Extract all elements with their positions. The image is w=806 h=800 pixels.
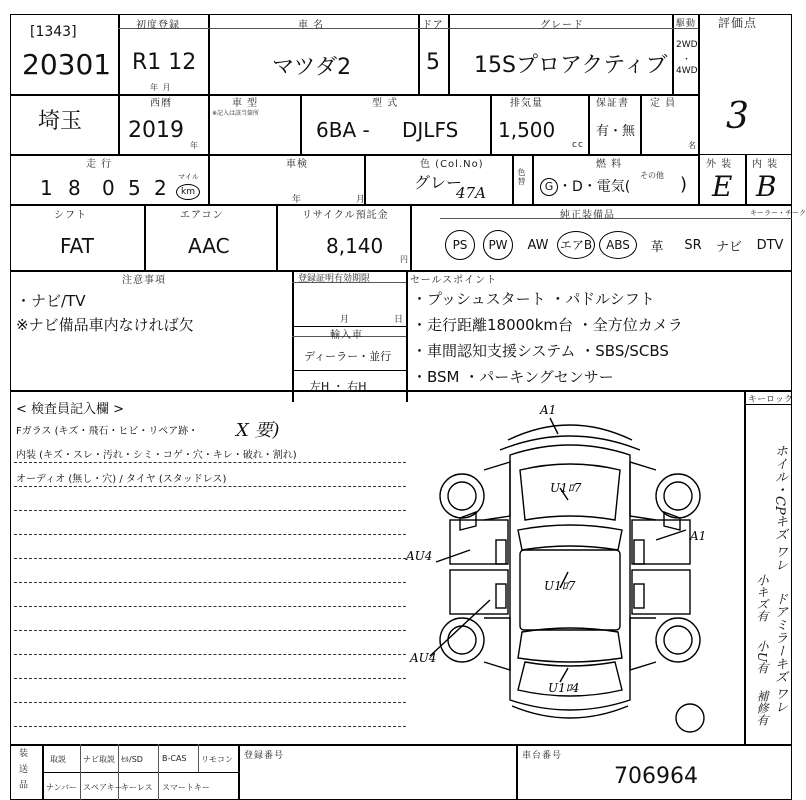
- damage-mark-front: A1: [540, 403, 557, 417]
- sales-line-1: ・プッシュスタート ・パドルシフト: [412, 290, 655, 308]
- drive-2wd: 2WD: [676, 40, 698, 50]
- model-prefix: 6BA -: [316, 118, 370, 142]
- import-value: ディーラー・並行: [304, 350, 392, 363]
- car-name: マツダ2: [272, 55, 352, 80]
- exterior-label: 外 装: [706, 159, 733, 170]
- recycle-value: 8,140: [326, 234, 384, 258]
- warranty-value: 有・無: [596, 124, 636, 139]
- score-label: 評価点: [718, 16, 758, 30]
- equip-aw: AW: [527, 237, 549, 253]
- chassis-number: 706964: [614, 764, 698, 789]
- reg-expiry-month: 月: [340, 315, 351, 325]
- equipment-label: 純正装備品: [560, 210, 615, 221]
- reg-expiry-day: 日: [394, 315, 405, 325]
- side-note-4: 小U有: [755, 640, 769, 675]
- location: 埼玉: [38, 109, 83, 134]
- drive-label: 駆動: [676, 19, 697, 29]
- capacity-suffix: 名: [688, 141, 697, 150]
- fuel-gasoline-circled: G: [540, 178, 558, 196]
- equip-pw-circle: PW: [483, 230, 513, 260]
- sales-line-2: ・走行距離18000km台 ・全方位カメラ: [412, 316, 683, 334]
- accessory-manual: 取説: [50, 755, 66, 764]
- cc-unit: cc: [572, 140, 584, 150]
- accessory-bcas: B-CAS: [162, 754, 187, 763]
- sales-line-3: ・車間認知支援システム ・SBS/SCBS: [412, 342, 669, 360]
- mileage-digit-4: 5: [128, 176, 141, 200]
- drive-sep: ・: [682, 55, 692, 65]
- displacement-label: 排気量: [510, 98, 543, 109]
- displacement-value: 1,500: [498, 118, 556, 142]
- keylock-label: キーロック: [748, 395, 793, 405]
- damage-mark-right-door: A1: [690, 529, 707, 543]
- type-label: 車 型: [232, 98, 259, 109]
- ac-label: エアコン: [180, 210, 224, 221]
- color-value: グレー: [414, 173, 463, 192]
- side-note-2: 小キズ有: [755, 574, 769, 622]
- accessory-number: ナンバー: [46, 783, 78, 792]
- equip-dtv: DTV: [756, 237, 784, 253]
- exterior-value: E: [712, 170, 733, 203]
- notes-line-1: ・ナビ/TV: [16, 292, 86, 310]
- year-suffix: 年: [190, 141, 199, 150]
- side-note-3: ドアミラーキズ ワレ: [772, 592, 787, 714]
- inspection-audio: オーディオ (無し・穴) / タイヤ (スタッドレス): [16, 474, 227, 485]
- model-label: 型 式: [372, 98, 399, 109]
- color-code: 47A: [456, 184, 486, 202]
- equip-abs: [598, 218, 638, 272]
- color-change-label: 色替: [517, 168, 526, 186]
- doors-value: 5: [426, 50, 440, 75]
- equipment-right-note: キーラー・チーク: [750, 209, 806, 217]
- reg-expiry-label: 登録証明有効期限: [298, 274, 371, 284]
- shaken-year-label: 年: [292, 195, 303, 205]
- notes-label: 注意事項: [122, 275, 166, 286]
- year-month-label: 年 月: [150, 83, 172, 92]
- ac-value: AAC: [188, 234, 230, 258]
- reg-number-label: 登録番号: [244, 751, 285, 761]
- equip-sr: SR: [684, 237, 702, 253]
- import-label: 輸入車: [330, 330, 363, 341]
- fuel-other: その他: [640, 171, 664, 180]
- fuel-label: 燃 料: [596, 159, 623, 170]
- equip-ps: [442, 218, 478, 272]
- warranty-label: 保証書: [596, 98, 629, 109]
- damage-mark-rear: U1ﾛ4: [548, 681, 580, 695]
- chassis-label: 車台番号: [522, 751, 563, 761]
- yen-unit: 円: [400, 255, 409, 264]
- year-value: 2019: [128, 118, 184, 143]
- type-note: ※記入は該当箇所: [212, 110, 260, 117]
- shaken-month-label: 月: [356, 195, 367, 205]
- inspection-interior: 内装 (キズ・スレ・汚れ・シミ・コゲ・穴・キレ・破れ・割れ): [16, 450, 297, 461]
- damage-mark-hood: U1ﾛ7: [550, 481, 582, 495]
- car-diagram: [400, 400, 740, 740]
- recycle-label: リサイクル預託金: [302, 210, 389, 221]
- side-note-1: ホイル・CPキズ ワレ: [772, 444, 787, 571]
- damage-mark-left-door: AU4: [406, 549, 433, 563]
- shift-label: シフト: [54, 210, 87, 221]
- damage-mark-roof: U1ﾛ7: [544, 579, 576, 593]
- shaken-label: 車検: [286, 159, 308, 170]
- accessory-keyless: キーレス: [121, 783, 153, 792]
- drive-4wd: 4WD: [676, 66, 698, 76]
- score-value: 3: [726, 96, 749, 137]
- steering-value: 左H ・ 右H: [310, 380, 367, 393]
- interior-label: 内 装: [752, 159, 779, 170]
- sales-label: セールスポイント: [410, 275, 498, 286]
- accessory-smart-key: スマートキー: [162, 783, 210, 792]
- first-reg-value: R1 12: [132, 50, 197, 75]
- mileage-digit-2: 8: [68, 176, 81, 200]
- accessory-sd: ｾﾙ/SD: [121, 755, 143, 764]
- equip-abs-circle: ABS: [599, 231, 637, 259]
- first-reg-label: 初度登録: [136, 20, 180, 31]
- lot-number: 20301: [22, 48, 112, 81]
- inspection-title: < 検査員記入欄 >: [16, 402, 125, 417]
- equip-leather: 革: [650, 239, 664, 255]
- mileage-label: 走 行: [86, 159, 113, 170]
- equip-pw: [480, 218, 516, 272]
- mileage-digit-5: 2: [154, 176, 167, 200]
- lot-bracket: [1343]: [30, 24, 77, 40]
- mileage-digit-3: 0: [102, 176, 115, 200]
- door-label: ドア: [422, 20, 444, 31]
- accessory-navi-manual: ナビ取説: [83, 755, 115, 764]
- fuel-options: ・D・電気(: [558, 179, 631, 195]
- year-label: 西暦: [150, 98, 172, 109]
- color-label: 色 (Col.No): [420, 159, 484, 170]
- accessory-spare-key: スペアキー: [83, 783, 123, 792]
- grade-label: グレード: [540, 20, 584, 31]
- inspection-glass-mark: X 要): [236, 420, 280, 441]
- interior-value: B: [756, 170, 777, 203]
- grade-value: 15Sプロアクティブ: [474, 53, 668, 78]
- mile-unit: マイル: [178, 173, 199, 181]
- notes-line-2: ※ナビ備品車内なければ欠: [16, 316, 194, 334]
- mileage-digit-1: 1: [40, 176, 53, 200]
- damage-mark-left-rear: AU4: [410, 651, 437, 665]
- equip-navi: ナビ: [715, 239, 742, 255]
- inspection-glass: Fガラス (キズ・飛石・ヒビ・リペア跡・: [16, 426, 199, 437]
- km-unit: km: [176, 184, 200, 200]
- sales-line-4: ・BSM ・パーキングセンサー: [412, 368, 614, 386]
- side-note-5: 補修有: [755, 690, 769, 726]
- equip-ps-circle: PS: [445, 230, 475, 260]
- equip-airbag: [556, 218, 596, 272]
- model-code: DJLFS: [402, 118, 459, 142]
- equip-airbag-circle: エアB: [557, 231, 595, 259]
- accessory-remote: リモコン: [201, 755, 233, 764]
- accessories-label: 装 送 品: [17, 748, 27, 791]
- carname-label: 車 名: [298, 20, 325, 31]
- capacity-label: 定 員: [650, 98, 677, 109]
- shift-value: FAT: [60, 234, 95, 258]
- fuel-close: ): [680, 174, 688, 195]
